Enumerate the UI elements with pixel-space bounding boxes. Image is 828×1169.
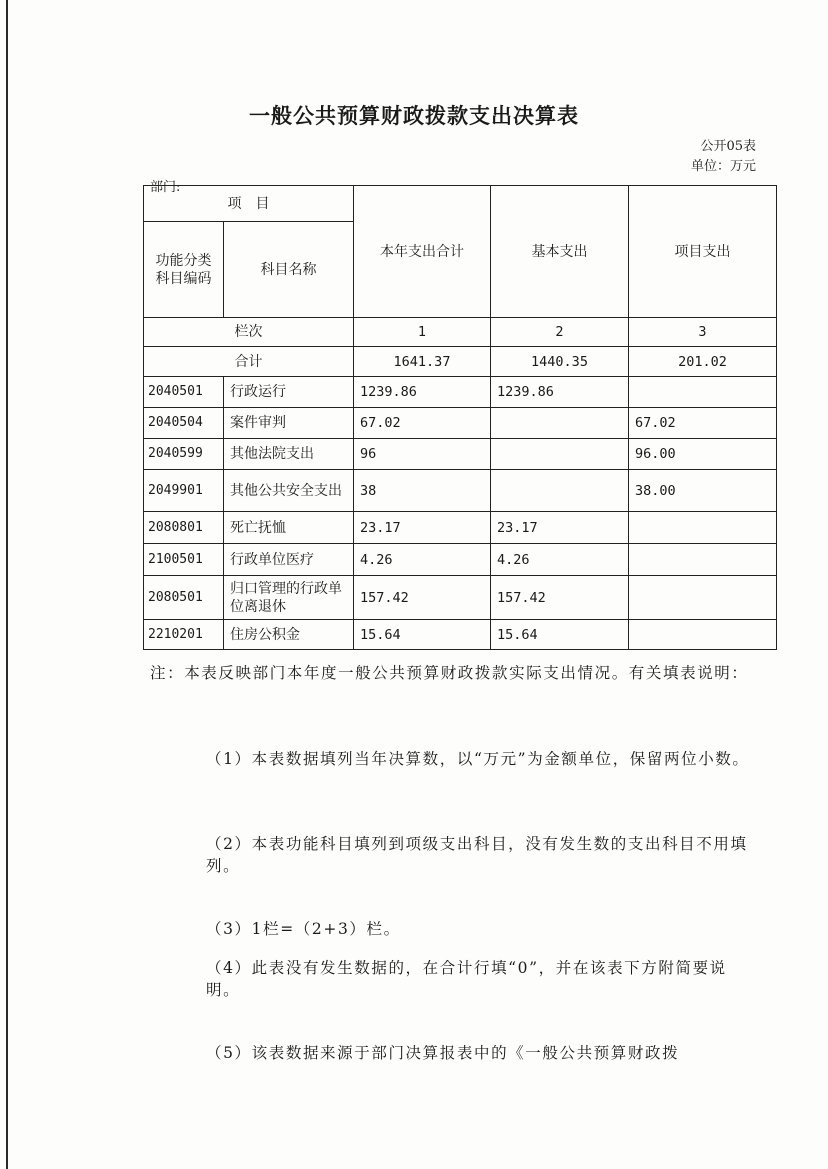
row-total: 157.42 (354, 576, 491, 620)
table-row (144, 377, 777, 408)
seq-1: 1 (354, 318, 491, 347)
row-code: 2100501 (144, 544, 224, 576)
row-project (629, 377, 777, 408)
seq-3: 3 (629, 318, 777, 347)
row-code: 2049901 (144, 470, 224, 512)
note-item-3: （3）1栏=（2+3）栏。 (206, 920, 401, 938)
row-project: 38.00 (629, 470, 777, 512)
total-col3: 201.02 (629, 347, 777, 377)
row-total: 1239.86 (354, 377, 491, 408)
header-basic-expense: 基本支出 (491, 186, 629, 318)
table-row (144, 512, 777, 544)
row-project (629, 620, 777, 650)
row-total: 96 (354, 439, 491, 470)
row-code: 2040599 (144, 439, 224, 470)
seq-label: 栏次 (144, 318, 354, 347)
note-item-1: （1）本表数据填列当年决算数，以“万元”为金额单位，保留两位小数。 (206, 750, 750, 768)
note-intro: 注：本表反映部门本年度一般公共预算财政拨款实际支出情况。有关填表说明： (150, 664, 749, 682)
row-basic: 23.17 (491, 512, 629, 544)
total-col1: 1641.37 (354, 347, 491, 377)
row-basic (491, 408, 629, 439)
row-basic: 4.26 (491, 544, 629, 576)
row-name: 其他法院支出 (224, 439, 354, 470)
row-name: 案件审判 (224, 408, 354, 439)
row-total: 15.64 (354, 620, 491, 650)
seq-2: 2 (491, 318, 629, 347)
table-row (144, 408, 777, 439)
row-name: 死亡抚恤 (224, 512, 354, 544)
row-project (629, 576, 777, 620)
total-col2: 1440.35 (491, 347, 629, 377)
row-project (629, 512, 777, 544)
row-name: 行政单位医疗 (224, 544, 354, 576)
row-project (629, 544, 777, 576)
unit-label: 单位：万元 (690, 159, 756, 174)
header-project: 项 目 (144, 186, 354, 222)
row-project: 96.00 (629, 439, 777, 470)
row-total: 23.17 (354, 512, 491, 544)
scan-edge-line (6, 0, 8, 1169)
header-total-expense: 本年支出合计 (354, 186, 491, 318)
table-row (144, 470, 777, 512)
row-project: 67.02 (629, 408, 777, 439)
row-code: 2210201 (144, 620, 224, 650)
table-row (144, 620, 777, 650)
table-row (144, 439, 777, 470)
note-item-4: （4）此表没有发生数据的，在合计行填“0”，并在该表下方附简要说明。 (206, 959, 727, 999)
row-name: 行政运行 (224, 377, 354, 408)
row-code: 2080501 (144, 576, 224, 620)
page-title: 一般公共预算财政拨款支出决算表 (249, 104, 579, 128)
row-basic: 15.64 (491, 620, 629, 650)
department-label: 部门: (150, 180, 181, 195)
row-total: 67.02 (354, 408, 491, 439)
note-item-2: （2）本表功能科目填列到项级支出科目，没有发生数的支出科目不用填列。 (206, 835, 748, 875)
header-subject-name: 科目名称 (224, 222, 354, 318)
expenditure-table (143, 185, 777, 650)
form-number: 公开05表 (700, 139, 756, 154)
table-row (144, 576, 777, 620)
row-basic (491, 439, 629, 470)
row-total: 4.26 (354, 544, 491, 576)
total-label: 合计 (144, 347, 354, 377)
row-name: 住房公积金 (224, 620, 354, 650)
row-name: 其他公共安全支出 (224, 470, 354, 512)
row-total: 38 (354, 470, 491, 512)
row-name: 归口管理的行政单位离退休 (224, 576, 354, 620)
row-basic (491, 470, 629, 512)
header-project-expense: 项目支出 (629, 186, 777, 318)
header-function-code: 功能分类科目编码 (144, 222, 224, 318)
row-code: 2040504 (144, 408, 224, 439)
note-item-5: （5）该表数据来源于部门决算报表中的《一般公共预算财政拨 (206, 1044, 680, 1062)
row-code: 2080801 (144, 512, 224, 544)
row-basic: 157.42 (491, 576, 629, 620)
row-code: 2040501 (144, 377, 224, 408)
table-row (144, 544, 777, 576)
row-basic: 1239.86 (491, 377, 629, 408)
